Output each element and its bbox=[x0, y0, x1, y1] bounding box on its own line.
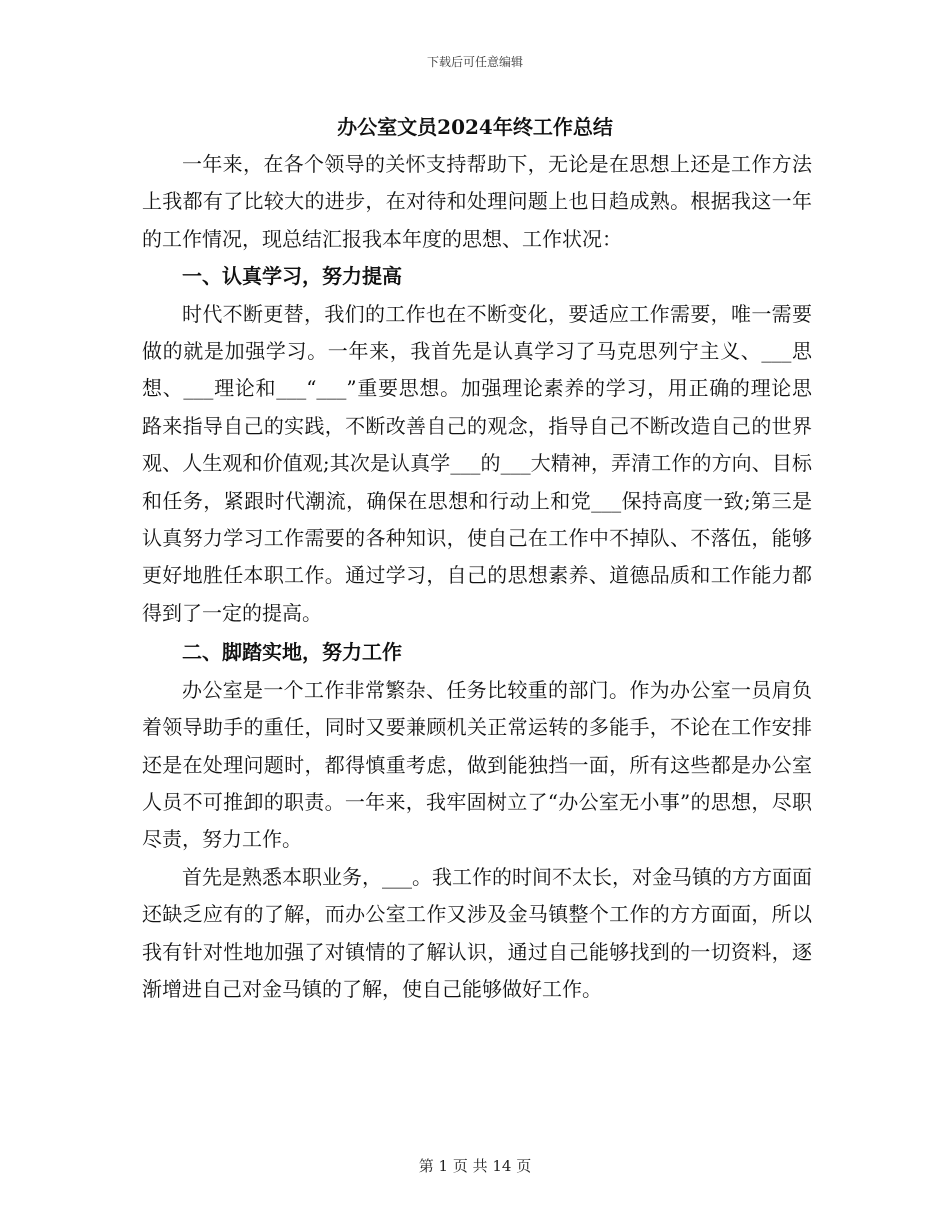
section-2-paragraph-2: 首先是熟悉本职业务，___。我工作的时间不太长，对金马镇的方方面面还缺乏应有的了解，而办公室工作又涉及金马镇整个工作的方方面面，所以我有针对性地加强了对镇情的了解认识，通过自己能够找到的一切资料，逐渐增进自己对金马镇的了解，使自己能够做好工作。 bbox=[142, 864, 812, 1001]
section-1-heading: 一、认真学习，努力提高 bbox=[182, 264, 402, 289]
section-1-paragraph-1: 时代不断更替，我们的工作也在不断变化，要适应工作需要，唯一需要做的就是加强学习。一年来，我首先是认真学习了马克思列宁主义、___思想、___理论和___“___”重要思想。加强理论素养的学习，用正确的理论思路来指导自己的实践，不断改善自己的观念，指导自己不断改造自己的世界观、人生观和价值观;其次是认真学___的___大精神，弄清工作的方向、目标和任务，紧跟时代潮流，确保在思想和行动上和党___保持高度一致;第三是认真努力学习工作需要的各种知识，使自己在工作中不掉队、不落伍，能够更好地胜任本职工作。通过学习，自己的思想素养、道德品质和工作能力都得到了一定的提高。 bbox=[142, 301, 812, 625]
section-2-paragraph-1: 办公室是一个工作非常繁杂、任务比较重的部门。作为办公室一员肩负着领导助手的重任，同时又要兼顾机关正常运转的多能手，不论在工作安排还是在处理问题时，都得慎重考虑，做到能独挡一面，所有这些都是办公室人员不可推卸的职责。一年来，我牢固树立了“办公室无小事”的思想，尽职尽责，努力工作。 bbox=[142, 677, 812, 852]
intro-paragraph: 一年来，在各个领导的关怀支持帮助下，无论是在思想上还是工作方法上我都有了比较大的进步，在对待和处理问题上也日趋成熟。根据我这一年的工作情况，现总结汇报我本年度的思想、工作状况： bbox=[142, 152, 812, 251]
document-body bbox=[142, 146, 812, 1008]
page-number: 第 1 页 共 14 页 bbox=[418, 1157, 532, 1175]
header-note: 下载后可任意编辑 bbox=[426, 55, 523, 69]
section-2-heading: 二、脚踏实地，努力工作 bbox=[182, 640, 402, 665]
document-title: 办公室文员2024年终工作总结 bbox=[337, 115, 613, 139]
